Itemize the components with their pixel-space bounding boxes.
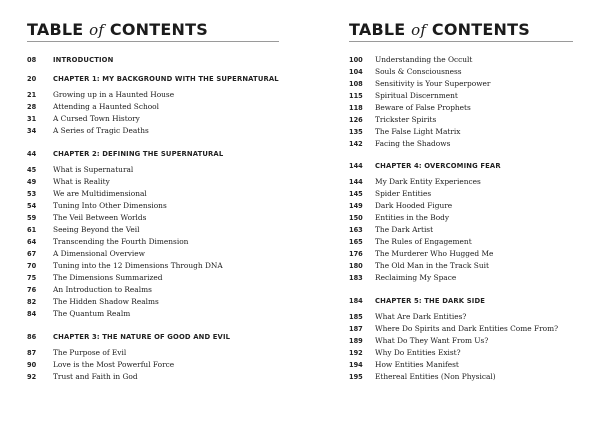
heading-rule-right (349, 41, 573, 42)
right-page: TABLE of CONTENTS 100 Understanding the Occult 104 Souls & Consciousness 108 Sensitivity is Your Superpower 115 Spiritual Discernment 118 Beware of False Prophets 126 Trickster Spirits 135 The False Light Matrix 142 Facing the Shadows 144 CHAPTER 4: OVERCOMING FEAR 144 My Dark Entity Experiences 145 Spider Entities 149 Dark Hooded Figure 150 Entities in the Body 163 The Dark Artist 165 The Rules of Engagement 176 The Murderer Who Hugged Me 180 The Old Man in the Track Suit 183 Reclaiming My Space 184 CHAPTER 5: THE DARK SIDE 185 What Are Dark Entities? 187 Where Do Spirits and Dark Entities Come From? 189 What Do They Want From Us? 192 Why Do Entities Exist? 194 How Entities Manifest 195 Ethereal Entities (Non Physical) (300, 0, 600, 426)
heading-rule-left (27, 41, 279, 42)
toc-heading-left: TABLE of CONTENTS (27, 20, 208, 39)
toc-heading-right: TABLE of CONTENTS (349, 20, 530, 39)
left-page: TABLE of CONTENTS 08 INTRODUCTION 20 CHAPTER 1: MY BACKGROUND WITH THE SUPERNATURAL 21 Growing up in a Haunted House 28 Attending a Haunted School 31 A Cursed Town History 34 A Series of Tragic Deaths 44 CHAPTER 2: DEFINING THE SUPERNATURAL 45 What is Supernatural 49 What is Reality 53 We are Multidimensional 54 Tuning Into Other Dimensions 59 The Veil Between Worlds 61 Seeing Beyond the Veil 64 Transcending the Fourth Dimension 67 A Dimensional Overview 70 Tuning into the 12 Dimensions Through DNA 75 The Dimensions Summarized 76 An Introduction to Realms 82 The Hidden Shadow Realms 84 The Quantum Realm 86 CHAPTER 3: THE NATURE OF GOOD AND EVIL 87 The Purpose of Evil 90 Love is the Most Powerful Force 92 Trust and Faith in God (27, 20, 279, 381)
